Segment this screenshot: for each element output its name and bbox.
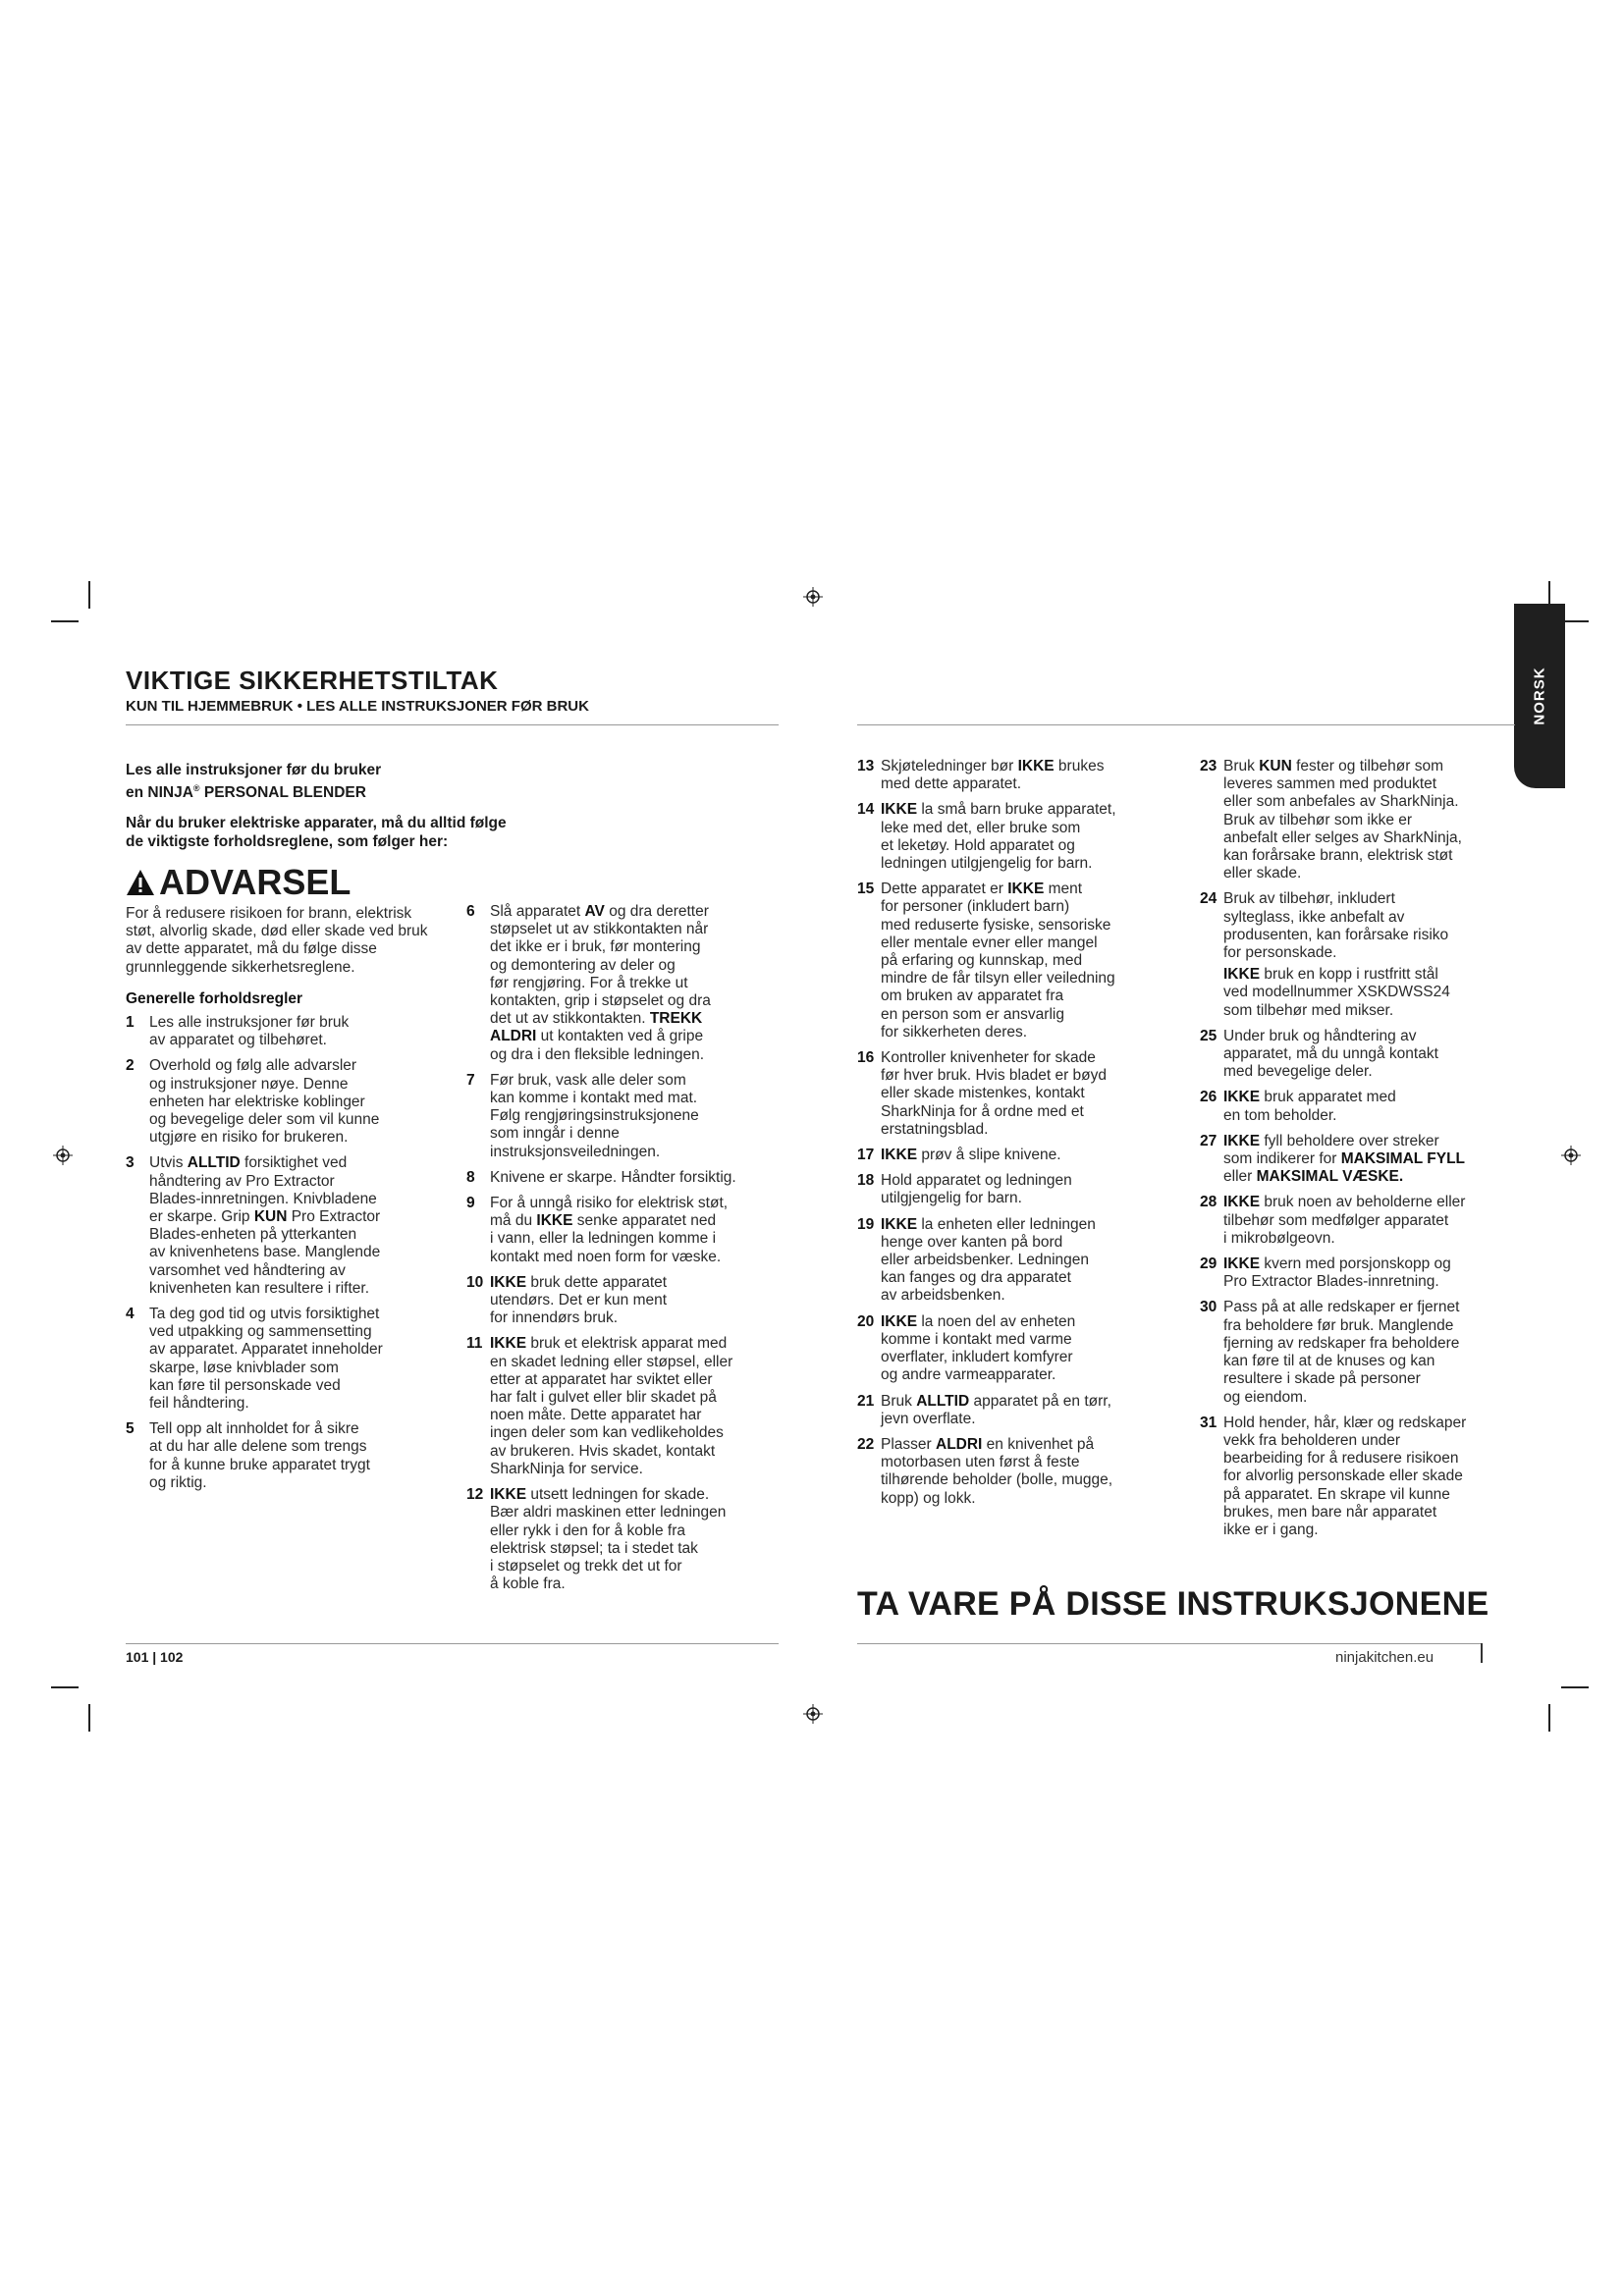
header-rule: [857, 724, 1515, 725]
crop-mark: [88, 581, 90, 609]
list-item: 12 IKKE utsett ledningen for skade. Bær aldri maskinen etter ledningen eller rykk i den for å koble fra elektrisk støpsel; ta i stedet tak i støpselet og trekk det ut for å koble fra.: [466, 1486, 727, 1593]
warning-heading: ADVARSEL: [126, 862, 351, 903]
list-item: 15 Dette apparatet er IKKE ment for personer (inkludert barn) med reduserte fysiske, sensoriske eller mentale evner eller mangel på erfaring og kunnskap, med mindre de får tilsyn eller veiledning om bruken av apparatet fra en person som er ansvarlig for sikkerheten deres.: [857, 881, 1115, 1041]
crop-mark: [1561, 1686, 1589, 1688]
column-2: [466, 903, 785, 1601]
list-item: 24 Bruk av tilbehør, inkludert sylteglass, ikke anbefalt av produsenten, kan forårsake risiko for personskade.: [1200, 890, 1449, 962]
list-item: 11 IKKE bruk et elektrisk apparat med en skadet ledning eller støpsel, eller etter at apparatet har sviktet eller har falt i gulvet eller blir skadet på noen måte. Dette apparatet har ingen deler som kan vedlikeholdes av brukeren. Hvis skadet, kontakt SharkNinja for service.: [466, 1335, 733, 1477]
list-item: 6 Slå apparatet AV og dra deretter støpselet ut av stikkontakten når det ikke er i bruk, før montering og demontering av deler og før rengjøring. For å trekke ut kontakten, grip i støpselet og dra det ut av stikkontakten. TREKK ALDRI ut kontakten ved å gripe og dra i den fleksible ledningen.: [466, 903, 711, 1063]
list-item: 5 Tell opp alt innholdet for å sikre at du har alle delene som trengs for å kunne bruke apparatet trygt og riktig.: [126, 1420, 370, 1491]
list-item: 21 Bruk ALLTID apparatet på en tørr, jevn overflate.: [857, 1392, 1111, 1427]
list-item: 8 Knivene er skarpe. Håndter forsiktig.: [466, 1168, 736, 1186]
list-item: 3 Utvis ALLTID forsiktighet ved håndtering av Pro Extractor Blades-innretningen. Knivbladene er skarpe. Grip KUN Pro Extractor Blades-enheten på ytterkanten av knivenhetens base. Manglende varsomhet ved håndtering av knivenheten kan resultere i rifter.: [126, 1154, 381, 1297]
intro-line: Les alle instruksjoner før du bruker: [126, 762, 382, 778]
list-item: 1 Les alle instruksjoner før bruk av apparatet og tilbehøret.: [126, 1014, 350, 1049]
header-rule: [126, 724, 779, 725]
intro-line: Når du bruker elektriske apparater, må du alltid følge: [126, 815, 507, 832]
page-subtitle: KUN TIL HJEMMEBRUK • LES ALLE INSTRUKSJONER FØR BRUK: [126, 698, 589, 715]
list-item: 26 IKKE bruk apparatet med en tom beholder.: [1200, 1089, 1396, 1124]
list-item: 31 Hold hender, hår, klær og redskaper vekk fra beholderen under bearbeiding for å redusere risikoen for alvorlig personskade eller skade på apparatet. En skrape vil kunne brukes, men bare når apparatet ikke er i gang.: [1200, 1414, 1467, 1538]
list-item: 17 IKKE prøv å slipe knivene.: [857, 1147, 1061, 1164]
list-item: 10 IKKE bruk dette apparatet utendørs. Det er kun ment for innendørs bruk.: [466, 1273, 668, 1327]
website-link[interactable]: ninjakitchen.eu: [1335, 1649, 1435, 1666]
intro-block: [126, 761, 548, 851]
list-item: 20 IKKE la noen del av enheten komme i kontakt med varme overflater, inkludert komfyrer og andre varmeapparater.: [857, 1312, 1076, 1384]
list-item: 23 Bruk KUN fester og tilbehør som leveres sammen med produktet eller som anbefales av SharkNinja. Bruk av tilbehør som ikke er anbefalt eller selges av SharkNinja, kan forårsake brann, elektrisk støt eller skade.: [1200, 758, 1462, 882]
list-item: 30 Pass på at alle redskaper er fjernet fra beholdere før bruk. Manglende fjerning av redskaper fra beholdere kan føre til at de knuses og kan resultere i skade på personer og eiendom.: [1200, 1299, 1460, 1406]
registration-mark-icon: [53, 1146, 73, 1165]
list-item: 9 For å unngå risiko for elektrisk støt, må du IKKE senke apparatet ned i vann, eller la ledningen komme i kontakt med noen form for væske.: [466, 1195, 729, 1265]
column-4: [1200, 758, 1524, 1547]
footer-rule: [857, 1643, 1481, 1644]
list-item: 19 IKKE la enheten eller ledningen henge over kanten på bord eller arbeidsbenker. Ledningen kan fanges og dra apparatet av arbeidsbenken.: [857, 1215, 1096, 1305]
crop-mark: [88, 1704, 90, 1732]
registration-mark-icon: [803, 1704, 823, 1724]
registration-mark-icon: [1561, 1146, 1581, 1165]
footer-rule: [126, 1643, 779, 1644]
intro-line: de viktigste forholdsreglene, som følger her:: [126, 833, 449, 851]
list-item: 29 IKKE kvern med porsjonskopp og Pro Extractor Blades-innretning.: [1200, 1255, 1451, 1291]
list-item: 18 Hold apparatet og ledningen utilgjengelig for barn.: [857, 1172, 1072, 1207]
footer-divider: [1481, 1643, 1483, 1663]
list-item: 2 Overhold og følg alle advarsler og instruksjoner nøye. Denne enheten har elektriske koblinger og bevegelige deler som vil kunne utgjøre en risiko for brukeren.: [126, 1057, 380, 1147]
page-title: VIKTIGE SIKKERHETSTILTAK: [126, 666, 499, 695]
lead-text: For å redusere risikoen for brann, elektrisk støt, alvorlig skade, død eller skade ved bruk av dette apparatet, må du følge disse grunnleggende sikkerhetsreglene.: [126, 905, 428, 976]
list-item-note: IKKE bruk en kopp i rustfritt stål ved modellnummer XSKDWSS24 som tilbehør med mikser.: [1223, 966, 1450, 1019]
list-item: 13 Skjøteledninger bør IKKE brukes med dette apparatet.: [857, 758, 1105, 793]
intro-line: en NINJA® PERSONAL BLENDER: [126, 783, 366, 802]
list-item: 4 Ta deg god tid og utvis forsiktighet ved utpakking og sammensetting av apparatet. Apparatet inneholder skarpe, løse knivblader som kan føre til personskade ved feil håndtering.: [126, 1306, 383, 1413]
list-item: 27 IKKE fyll beholdere over streker som indikerer for MAKSIMAL FYLL eller MAKSIMAL VÆSKE.: [1200, 1132, 1466, 1186]
warning-triangle-icon: [126, 869, 155, 896]
language-tab-label: NORSK: [1531, 667, 1548, 725]
list-item: 22 Plasser ALDRI en knivenhet på motorbasen uten først å feste tilhørende beholder (bolle, mugge, kopp) og lokk.: [857, 1435, 1113, 1507]
list-item: 7 Før bruk, vask alle deler som kan komme i kontakt med mat. Følg rengjøringsinstruksjonene som inngår i denne instruksjonsveiledningen.: [466, 1071, 699, 1160]
list-item: 25 Under bruk og håndtering av apparatet, må du unngå kontakt med bevegelige deler.: [1200, 1027, 1438, 1081]
crop-mark: [51, 620, 79, 622]
column-1: [126, 905, 445, 1500]
list-item: 28 IKKE bruk noen av beholderne eller tilbehør som medfølger apparatet i mikrobølgeovn.: [1200, 1194, 1466, 1247]
column-3: [857, 758, 1181, 1516]
registration-mark-icon: [803, 587, 823, 607]
crop-mark: [1561, 620, 1589, 622]
save-instructions-heading: TA VARE PÅ DISSE INSTRUKSJONENE: [857, 1585, 1489, 1623]
crop-mark: [51, 1686, 79, 1688]
page-numbers: 101 | 102: [126, 1649, 184, 1665]
list-item: 16 Kontroller knivenheter for skade før hver bruk. Hvis bladet er bøyd eller skade mistenkes, kontakt SharkNinja for å ordne med et erstatningsblad.: [857, 1049, 1107, 1138]
section-heading: Generelle forholdsregler: [126, 989, 303, 1007]
list-item: 14 IKKE la små barn bruke apparatet, leke med det, eller bruke som et leketøy. Hold apparatet og ledningen utilgjengelig for barn.: [857, 801, 1116, 873]
crop-mark: [1548, 1704, 1550, 1732]
